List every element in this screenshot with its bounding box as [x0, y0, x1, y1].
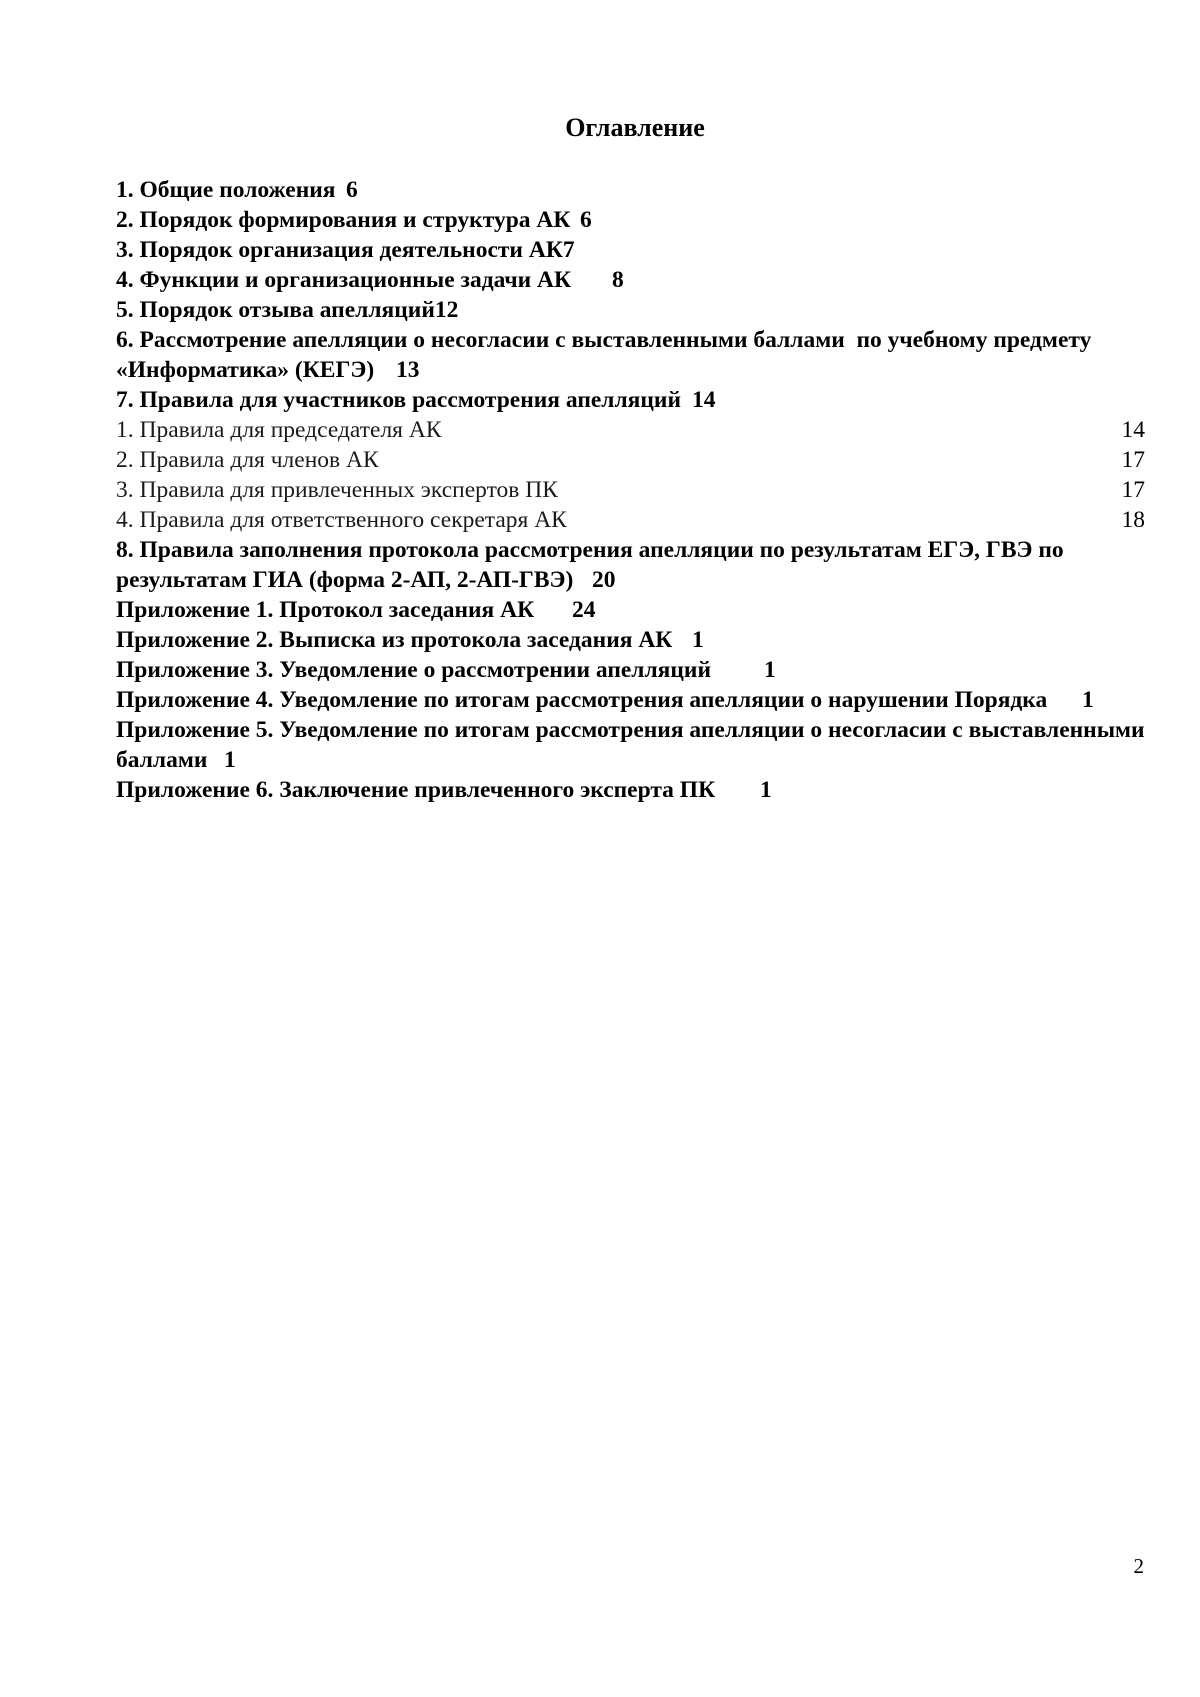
toc-entry[interactable]: Приложение 4. Уведомление по итогам рассмотрения апелляции о нарушении Порядка 1 [116, 687, 1094, 713]
toc-subentry[interactable] [116, 505, 1145, 535]
toc-entry[interactable]: 3. Порядок организация деятельности АК7 [116, 237, 575, 263]
toc-subentry-page: 14 [1121, 417, 1145, 443]
toc-entry[interactable]: Приложение 2. Выписка из протокола заседания АК 1 [116, 627, 704, 653]
toc-entry[interactable]: 6. Рассмотрение апелляции о несогласии с выставленными баллами по учебному предмету «Информатика» (КЕГЭ) 13 [116, 327, 1098, 383]
toc-subentry-page: 18 [1121, 507, 1145, 533]
toc-subentry-label: 4. Правила для ответственного секретаря АК [116, 507, 567, 533]
toc-entry[interactable]: Приложение 1. Протокол заседания АК 24 [116, 597, 596, 623]
page-number: 2 [1133, 1554, 1144, 1578]
toc-entry[interactable]: 1. Общие положения 6 [116, 177, 358, 203]
toc-entry[interactable]: Приложение 6. Заключение привлеченного эксперта ПК 1 [116, 777, 772, 803]
toc-entry[interactable]: 5. Порядок отзыва апелляций12 [116, 297, 459, 323]
toc-entry[interactable]: 2. Порядок формирования и структура АК 6 [116, 207, 592, 233]
toc-subentry[interactable] [116, 415, 1145, 445]
toc-entry[interactable]: Приложение 3. Уведомление о рассмотрении апелляций 1 [116, 657, 776, 683]
toc-list [116, 175, 1151, 805]
toc-subentry[interactable] [116, 445, 1145, 475]
toc-subentry[interactable] [116, 475, 1145, 505]
toc-title: Оглавление [565, 113, 705, 142]
toc-entry[interactable]: 8. Правила заполнения протокола рассмотрения апелляции по результатам ЕГЭ, ГВЭ по результатам ГИА (форма 2-АП, 2-АП-ГВЭ) 20 [116, 537, 1070, 593]
toc-entry[interactable]: Приложение 5. Уведомление по итогам рассмотрения апелляции о несогласии с выставленными баллами 1 [116, 717, 1151, 773]
toc-subentry-page: 17 [1121, 447, 1145, 473]
toc-entry[interactable]: 4. Функции и организационные задачи АК 8 [116, 267, 624, 293]
toc-subentry-label: 3. Правила для привлеченных экспертов ПК [116, 477, 558, 503]
toc-subentry-label: 2. Правила для членов АК [116, 447, 379, 473]
toc-subentry-page: 17 [1121, 477, 1145, 503]
toc-entry[interactable]: 7. Правила для участников рассмотрения апелляций 14 [116, 387, 716, 413]
toc-subentry-label: 1. Правила для председателя АК [116, 417, 442, 443]
